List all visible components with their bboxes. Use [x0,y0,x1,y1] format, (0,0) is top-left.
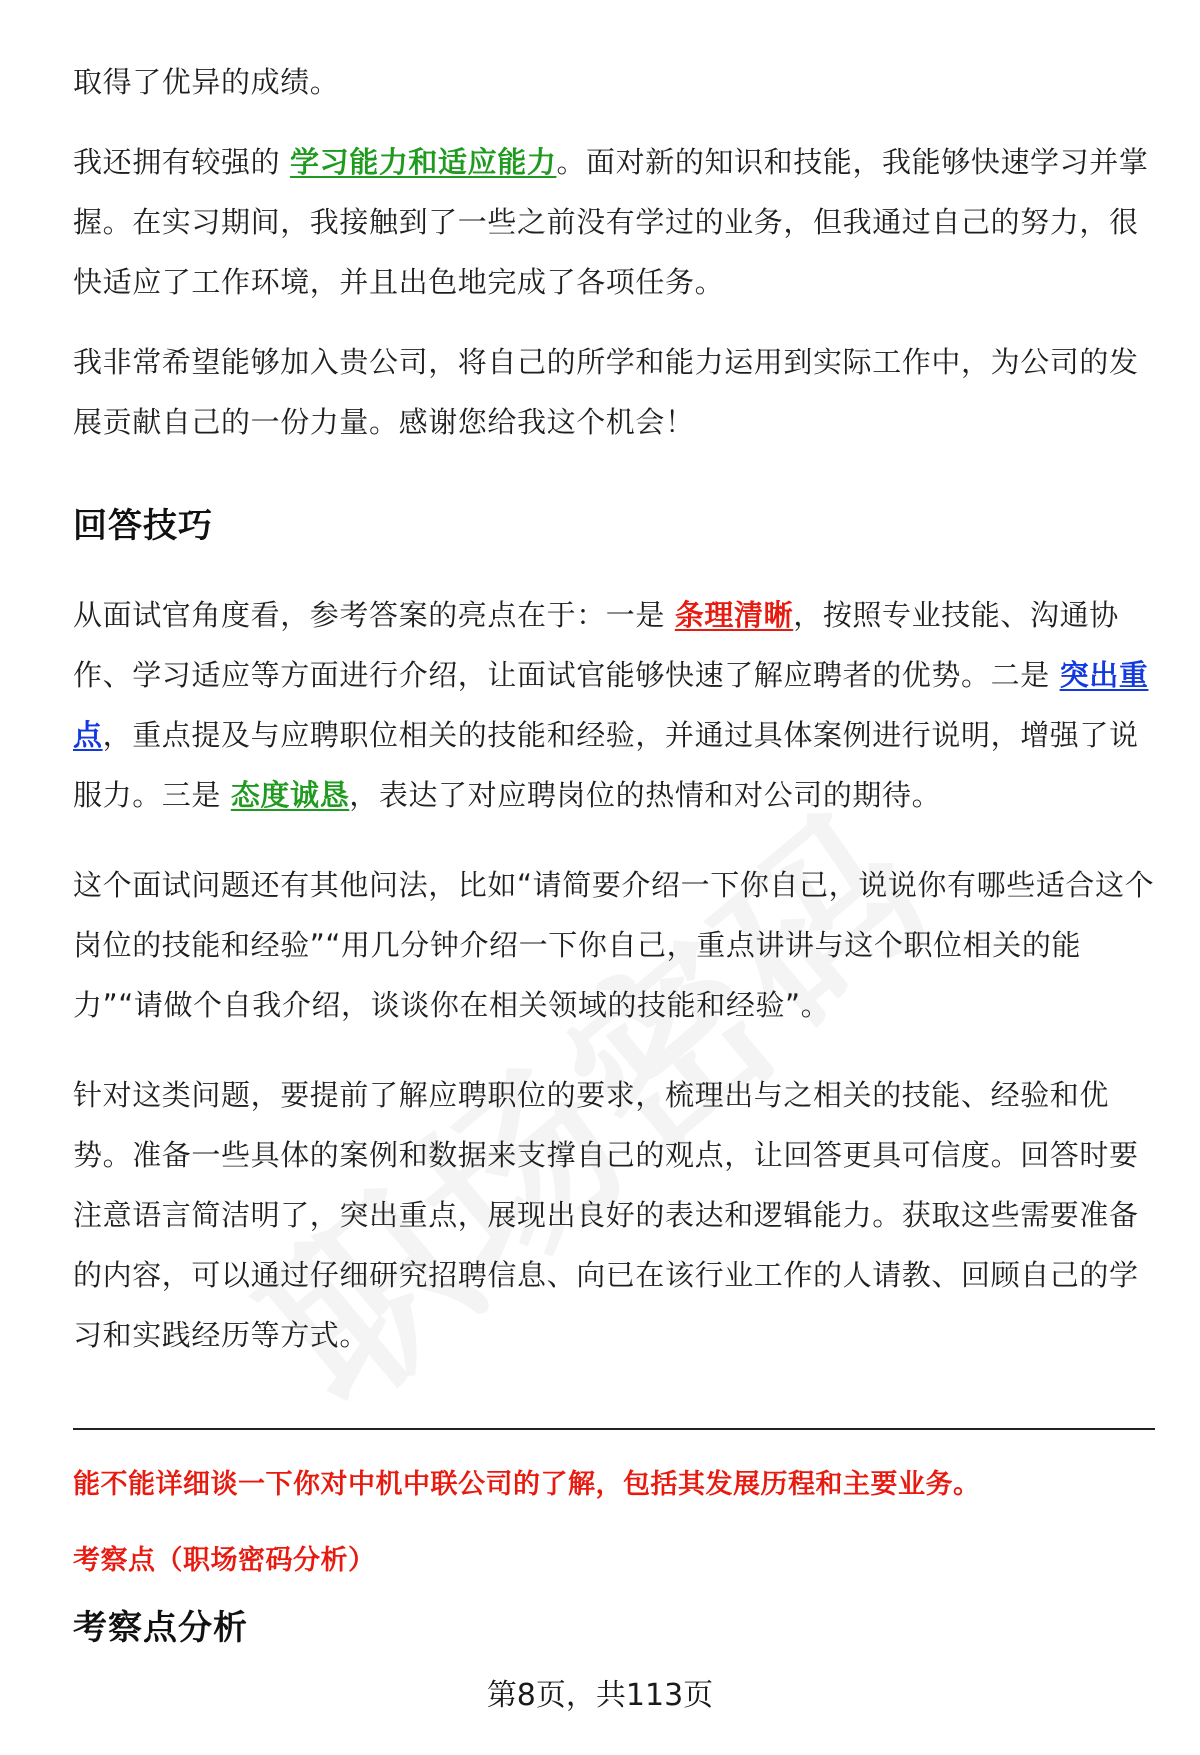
page-content [73,52,1155,1365]
paragraph-result: 取得了优异的成绩。 [73,65,340,99]
question-text: 能不能详细谈一下你对中机中联公司的了解，包括其发展历程和主要业务。 [73,1469,981,1500]
page-number: 第8页，共113页 [486,1678,714,1713]
heading-analysis: 考察点分析 [73,1608,248,1648]
heading-answer-tips: 回答技巧 [73,506,213,546]
text: ，重点提及与应聘职位相关的技能和经验，并通过具体案例进行说明，增强了说服力。三是 [73,718,1139,812]
divider-line [73,1428,1155,1430]
highlight-clear-structure: 条理清晰 [674,598,794,632]
highlight-learning-ability: 学习能力和适应能力 [290,145,557,179]
paragraph-highlights [73,585,1155,825]
paragraph-closing: 我非常希望能够加入贵公司，将自己的所学和能力运用到实际工作中，为公司的发展贡献自己的一份力量。感谢您给我这个机会！ [73,345,1139,439]
highlight-focus: 突出重点 [73,658,1149,752]
paragraph-learning-ability [73,132,1155,312]
text: 。面对新的知识和技能，我能够快速学习并掌握。在实习期间，我接触到了一些之前没有学过的业务，但我通过自己的努力，很快适应了工作环境，并且出色地完成了各项任务。 [73,145,1149,299]
text: ，表达了对应聘岗位的热情和对公司的期待。 [349,778,942,812]
text: 从面试官角度看，参考答案的亮点在于：一是 [73,598,675,632]
paragraph-preparation: 针对这类问题，要提前了解应聘职位的要求，梳理出与之相关的技能、经验和优势。准备一些具体的案例和数据来支撑自己的观点，让回答更具可信度。回答时要注意语言简洁明了，突出重点，展现出良好的表达和逻辑能力。获取这些需要准备的内容，可以通过仔细研究招聘信息、向已在该行业工作的人请教、回顾自己的学习和实践经历等方式。 [73,1078,1139,1352]
subtitle-analysis: 考察点（职场密码分析） [73,1545,376,1576]
text: 我还拥有较强的 [73,145,291,179]
text: ，按照专业技能、沟通协作、学习适应等方面进行介绍，让面试官能够快速了解应聘者的优势。二是 [73,598,1119,692]
paragraph-other-questions: 这个面试问题还有其他问法，比如“请简要介绍一下你自己，说说你有哪些适合这个岗位的技能和经验”“用几分钟介绍一下你自己，重点讲讲与这个职位相关的能力”“请做个自我介绍，谈谈你在相关领域的技能和经验”。 [73,868,1155,1022]
highlight-sincere-attitude: 态度诚恳 [230,778,350,812]
